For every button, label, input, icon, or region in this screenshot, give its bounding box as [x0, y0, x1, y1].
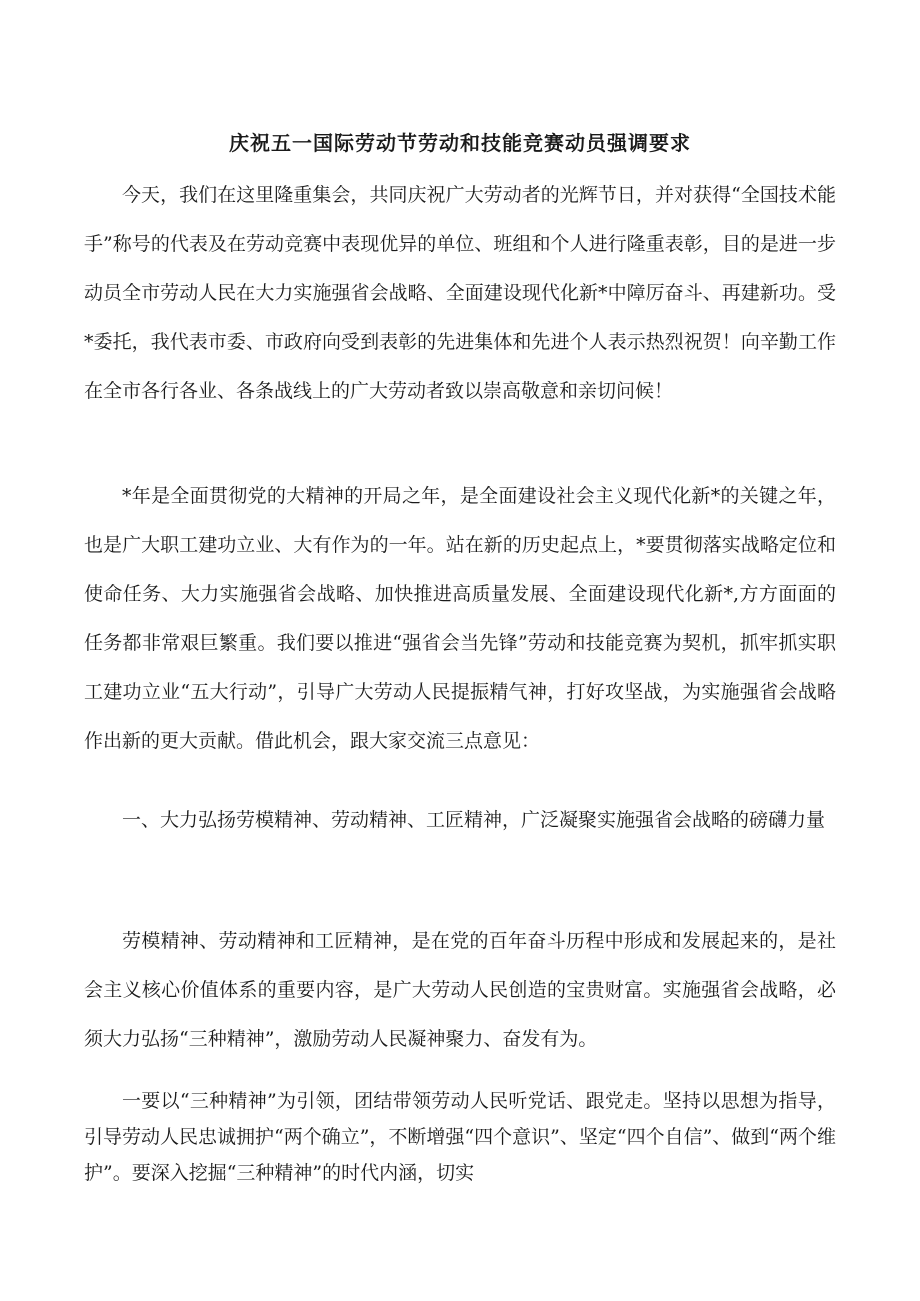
paragraph-spirit: 劳模精神、劳动精神和工匠精神，是在党的百年奋斗历程中形成和发展起来的，是社会主义核心价值体系的重要内容，是广大劳动人民创造的宝贵财富。实施强省会战略，必须大力弘扬“三种精神”，激励劳动人民凝神聚力、奋发有为。 [84, 930, 836, 1050]
document-title: 庆祝五一国际劳动节劳动和技能竞赛动员强调要求 [229, 131, 691, 155]
paragraph-point-one: 一要以“三种精神”为引领，团结带领劳动人民听党话、跟党走。坚持以思想为指导，引导劳动人民忠诚拥护“两个确立”，不断增强“四个意识”、坚定“四个自信”、做到“两个维护”。要深入挖掘“三种精神”的时代内涵，切实 [84, 1090, 836, 1184]
paragraph-context: *年是全面贯彻党的大精神的开局之年，是全面建设社会主义现代化新*的关键之年，也是广大职工建功立业、大有作为的一年。站在新的历史起点上，*要贯彻落实战略定位和使命任务、大力实施强省会战略、加快推进高质量发展、全面建设现代化新*,方方面面的任务都非常艰巨繁重。我们要以推进“强省会当先锋”劳动和技能竞赛为契机，抓牢抓实职工建功立业“五大行动”，引导广大劳动人民提振精气神，打好攻坚战，为实施强省会战略作出新的更大贡献。借此机会，跟大家交流三点意见： [84, 485, 836, 752]
section-heading-one: 一、大力弘扬劳模精神、劳动精神、工匠精神，广泛凝聚实施强省会战略的磅礴力量 [122, 809, 826, 831]
paragraph-opening: 今天，我们在这里隆重集会，共同庆祝广大劳动者的光辉节日，并对获得“全国技术能手”称号的代表及在劳动竞赛中表现优异的单位、班组和个人进行隆重表彰，目的是进一步动员全市劳动人民在大力实施强省会战略、全面建设现代化新*中障厉奋斗、再建新功。受*委托，我代表市委、市政府向受到表彰的先进集体和先进个人表示热烈祝贺！向辛勤工作在全市各行各业、各条战线上的广大劳动者致以崇高敬意和亲切问候！ [84, 184, 836, 402]
